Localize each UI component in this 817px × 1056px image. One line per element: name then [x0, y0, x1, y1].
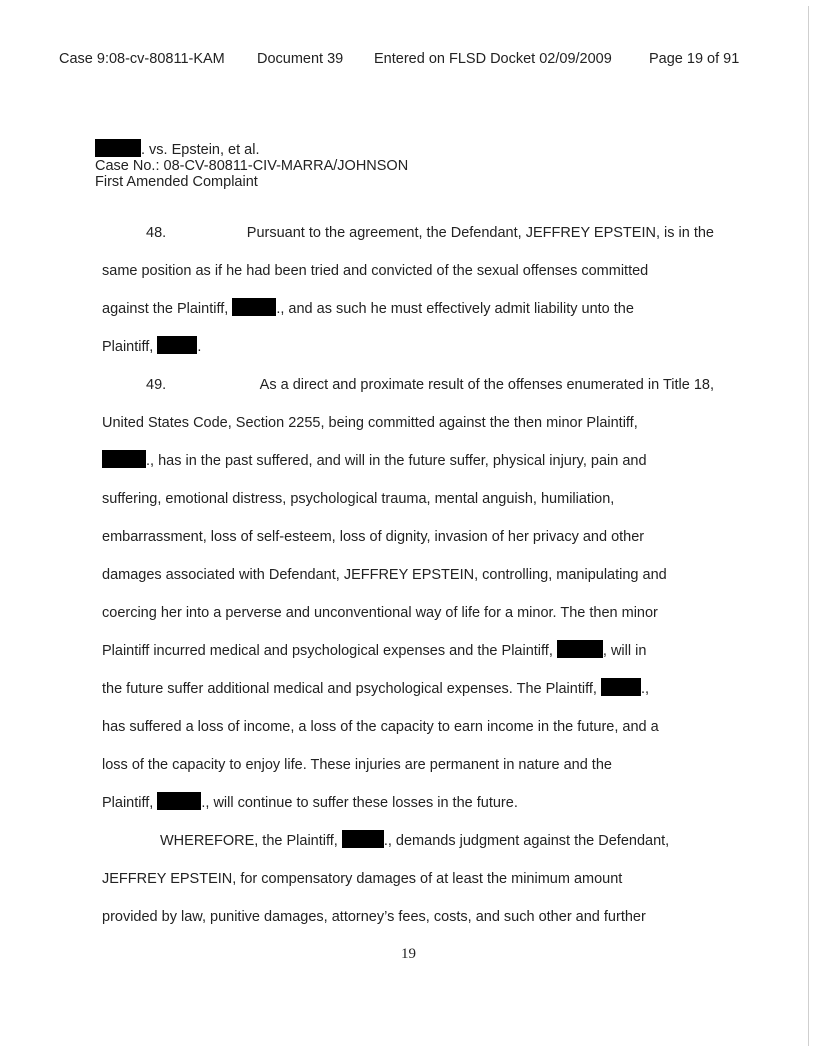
paragraph-line — [102, 214, 714, 252]
paragraph-line — [102, 632, 714, 670]
paragraph-line — [102, 404, 714, 442]
paragraph-line — [102, 822, 714, 860]
paragraph-text: loss of the capacity to enjoy life. These injuries are permanent in nature and the — [102, 757, 612, 773]
paragraph-text: the future suffer additional medical and psychological expenses. The Plaintiff, ., — [102, 670, 649, 708]
paragraph-line — [102, 746, 714, 784]
paragraph-line — [102, 898, 714, 936]
paragraph-text: damages associated with Defendant, JEFFREY EPSTEIN, controlling, manipulating and — [102, 567, 667, 583]
paragraph-text: JEFFREY EPSTEIN, for compensatory damages of at least the minimum amount — [102, 871, 623, 887]
paragraph-line — [102, 860, 714, 898]
paragraph-line — [102, 290, 714, 328]
docket-header — [0, 51, 817, 71]
paragraph-line — [102, 480, 714, 518]
paragraph-text: As a direct and proximate result of the offenses enumerated in Title 18, — [259, 377, 714, 393]
document-body — [102, 214, 714, 936]
redaction-box — [102, 450, 146, 468]
redaction-box — [157, 336, 197, 354]
paragraph-text: Plaintiff, — [102, 339, 154, 355]
paragraph-line — [102, 670, 714, 708]
paragraph-48 — [102, 214, 714, 366]
header-entered-date: Entered on FLSD Docket 02/09/2009 — [374, 51, 612, 67]
scan-edge-line — [808, 6, 809, 1046]
caption-case-no: Case No.: 08-CV-80811-CIV-MARRA/JOHNSON — [95, 158, 409, 174]
paragraph-text: embarrassment, loss of self-esteem, loss of dignity, invasion of her privacy and other — [102, 529, 645, 545]
paragraph-text: same position as if he had been tried and convicted of the sexual offenses committed — [102, 263, 649, 279]
paragraph-text: United States Code, Section 2255, being committed against the then minor Plaintiff, — [102, 415, 638, 431]
paragraph-line — [102, 252, 714, 290]
paragraph-text: coercing her into a perverse and unconventional way of life for a minor. The then minor — [102, 605, 658, 621]
paragraph-text: Plaintiff incurred medical and psychological expenses and the Plaintiff, , will in — [102, 632, 646, 670]
paragraph-line — [102, 594, 714, 632]
paragraph-line — [102, 518, 714, 556]
wherefore-clause — [102, 822, 714, 936]
paragraph-line — [102, 442, 714, 480]
caption-parties-text: . vs. Epstein, et al. — [141, 142, 260, 158]
paragraph-text: Pursuant to the agreement, the Defendant, JEFFREY EPSTEIN, is in the — [246, 225, 714, 241]
paragraph-line — [102, 328, 714, 366]
paragraph-text: WHEREFORE, the Plaintiff, ., demands judgment against the Defendant, — [160, 822, 669, 860]
redaction-box — [232, 298, 276, 316]
header-case-number: Case 9:08-cv-80811-KAM — [59, 51, 225, 67]
header-page-count: Page 19 of 91 — [649, 51, 740, 67]
caption-title: First Amended Complaint — [95, 174, 258, 190]
redaction-box — [95, 139, 141, 157]
paragraph-text: ., has in the past suffered, and will in the future suffer, physical injury, pain and — [102, 442, 647, 480]
paragraph-text: ., will continue to suffer these losses in the future. — [201, 795, 518, 811]
paragraph-number: 49. — [146, 377, 167, 393]
paragraph-number: 48. — [146, 225, 167, 241]
redaction-box — [557, 640, 603, 658]
redaction-box — [157, 792, 201, 810]
page-number: 19 — [401, 946, 416, 962]
paragraph-line — [102, 784, 714, 822]
paragraph-line — [102, 366, 714, 404]
paragraph-line — [102, 556, 714, 594]
paragraph-text: suffering, emotional distress, psychological trauma, mental anguish, humiliation, — [102, 491, 615, 507]
paragraph-text: Plaintiff, — [102, 795, 154, 811]
caption-parties — [95, 139, 408, 158]
paragraph-line — [102, 708, 714, 746]
header-document-number: Document 39 — [257, 51, 344, 67]
paragraph-text: provided by law, punitive damages, attorney’s fees, costs, and such other and further — [102, 909, 646, 925]
paragraph-49 — [102, 366, 714, 822]
redaction-box — [601, 678, 641, 696]
paragraph-text: against the Plaintiff, ., and as such he must effectively admit liability unto the — [102, 290, 634, 328]
paragraph-text: . — [197, 339, 202, 355]
case-caption — [95, 139, 408, 190]
redaction-box — [342, 830, 384, 848]
paragraph-text: has suffered a loss of income, a loss of the capacity to earn income in the future, and a — [102, 719, 659, 735]
